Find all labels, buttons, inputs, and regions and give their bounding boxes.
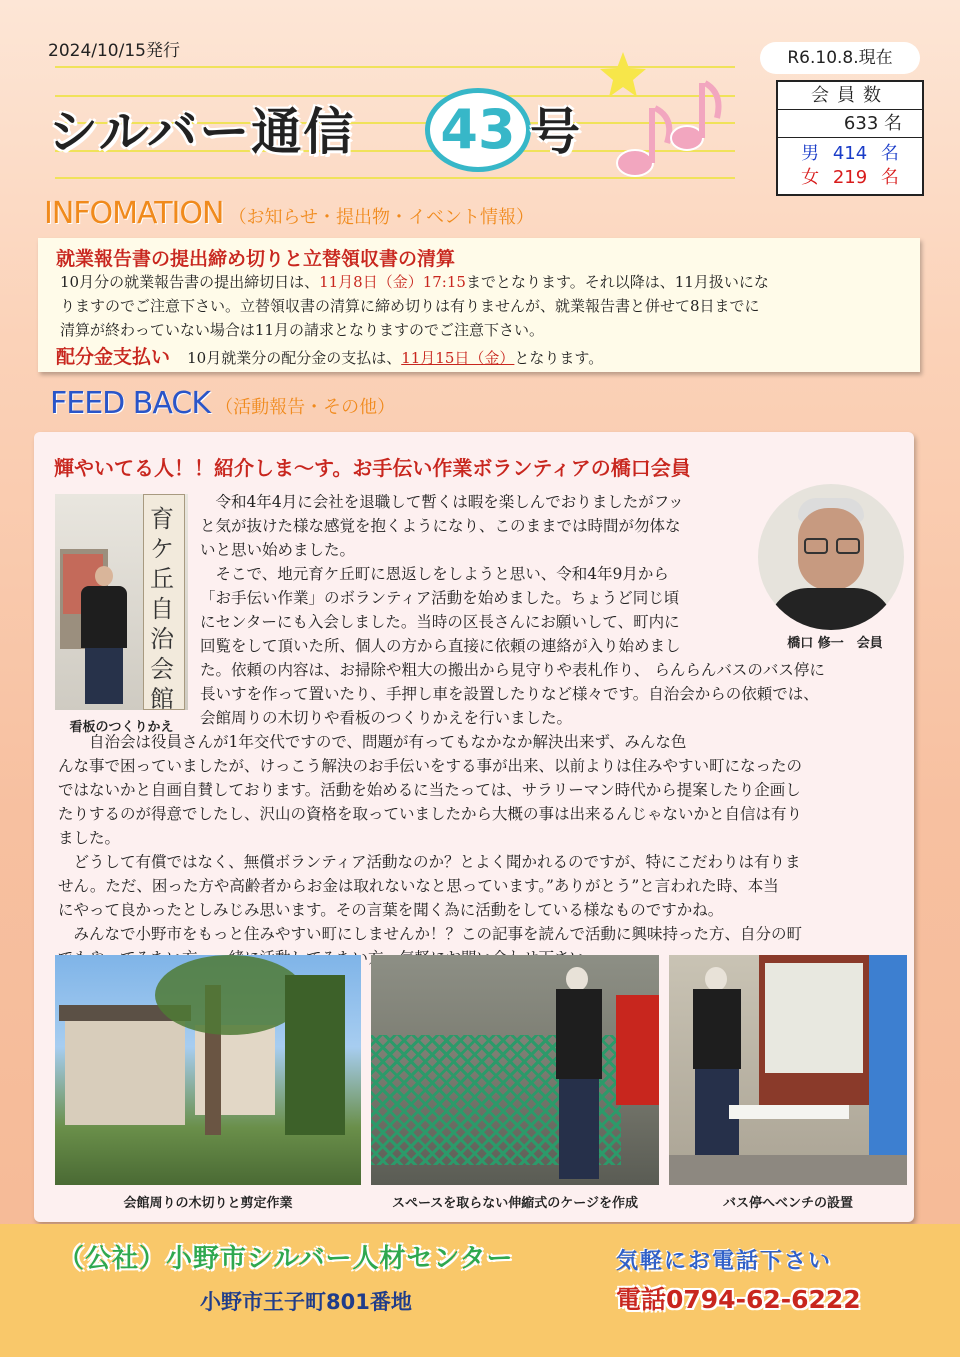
info-item2-text-b: となります。 bbox=[514, 349, 604, 367]
text-line: た。依頼の内容は、お掃除や粗大の搬出から見守りや表札作り、 らんらんバスのバス停に bbox=[200, 661, 825, 679]
text-line: 回覧をして頂いた所、個人の方から直接に依頼の連絡が入り始めまし bbox=[200, 637, 681, 655]
page-title bbox=[48, 92, 355, 162]
text-line: んな事で困っていましたが、けっこう解決のお手伝いをする事が出来、以前よりは住みやすい町になったの bbox=[58, 757, 803, 775]
female-count: 219 bbox=[832, 167, 868, 188]
photo-bus-stop bbox=[669, 955, 907, 1185]
info-item1-line3: 清算が終わっていない場合は11月の請求となりますのでご注意下さい。 bbox=[60, 321, 544, 339]
text-line: 自治会は役員さんが1年交代ですので、問題が有ってもなかなか解決出来ず、みんな色 bbox=[58, 733, 687, 751]
portrait-photo bbox=[758, 484, 904, 630]
music-note-icon bbox=[605, 68, 725, 188]
feedback-heading-sub: （活動報告・その他） bbox=[215, 397, 396, 418]
male-row bbox=[778, 142, 922, 166]
info-item2 bbox=[56, 342, 603, 370]
text-line: にセンターにも入会しました。当時の区長さんにお願いして、町内に bbox=[200, 613, 680, 631]
article-body-mid bbox=[200, 658, 908, 730]
info-item2-title: 配分金支払い bbox=[56, 346, 171, 368]
text-line: 令和4年4月に会社を退職して暫くは暇を楽しんでおりましたがフッ bbox=[200, 493, 684, 511]
photo1-caption: 会館周りの木切りと剪定作業 bbox=[123, 1196, 293, 1211]
member-count-box bbox=[776, 80, 924, 196]
photo2-caption: スペースを取らない伸縮式のケージを作成 bbox=[391, 1196, 639, 1211]
issue-number: 43 bbox=[425, 88, 531, 172]
sign-caption: 看板のつくりかえ bbox=[69, 720, 174, 735]
info-deadline: 11月8日（金）17:15 bbox=[319, 273, 466, 291]
text-line: 「お手伝い作業」のボランティア活動を始めました。ちょうど同じ頃 bbox=[200, 589, 680, 607]
info-item2-text-a: 10月就業分の配分金の支払は、 bbox=[187, 349, 402, 367]
text-line: 長いすを作って置いたり、手押し車を設置したりなど様々です。自治会からの依頼では、 bbox=[200, 685, 819, 703]
title-suffix: 号 bbox=[530, 103, 582, 161]
photo3-caption: バス停へベンチの設置 bbox=[722, 1196, 853, 1211]
info-heading-text: INFOMATION bbox=[44, 196, 224, 231]
footer-tel[interactable]: 電話0794-62-6222 bbox=[616, 1285, 861, 1314]
male-label: 男 bbox=[801, 143, 820, 164]
male-count: 414 bbox=[832, 143, 868, 164]
text-line: みんなで小野市をもっと住みやすい町にしませんか！？この記事を読んで活動に興味持った方、自分の町 bbox=[58, 925, 803, 943]
text-line: ではないかと自画自賛しております。活動を始めるに当たっては、サラリーマン時代から提案したり企画し bbox=[58, 781, 801, 799]
member-label: 会員数 bbox=[778, 82, 922, 110]
member-total: 633 名 bbox=[778, 110, 922, 138]
article-body-narrow bbox=[200, 490, 752, 658]
footer bbox=[0, 1224, 960, 1357]
text-line: にやって良かったとしみじみ思います。その言葉を聞く為に活動をしている様なものですかね。 bbox=[58, 901, 724, 919]
female-row bbox=[778, 166, 922, 190]
photo-tree-cutting bbox=[55, 955, 361, 1185]
female-label: 女 bbox=[801, 167, 820, 188]
footer-org: （公社）小野市シルバー人材センター bbox=[58, 1244, 514, 1274]
info-line1-b: までとなります。それ以降は、11月扱いにな bbox=[465, 273, 769, 291]
text-line: いと思い始めました。 bbox=[200, 541, 356, 559]
info-item1-title: 就業報告書の提出締め切りと立替領収書の清算 bbox=[56, 248, 456, 270]
text-line: せん。ただ、困った方や高齢者からお金は取れないなと思っています。”ありがとう”と言われた時、本当 bbox=[58, 877, 779, 895]
info-item1-line2: りますのでご注意下さい。立替領収書の清算に締め切りは有りませんが、就業報告書と併せて8日までに bbox=[60, 297, 760, 315]
text-line: と気が抜けた様な感覚を抱くようになり、このままでは時間が勿体な bbox=[200, 517, 681, 535]
member-gender bbox=[778, 138, 922, 194]
male-unit: 名 bbox=[880, 143, 899, 164]
footer-address: 小野市王子町801番地 bbox=[200, 1290, 412, 1314]
text-line: どうして有償ではなく、無償ボランティア活動なのか？とよく聞かれるのですが、特にこだわりは有りま bbox=[58, 853, 801, 871]
text-line: 会館周りの木切りや看板のつくりかえを行いました。 bbox=[200, 709, 573, 727]
female-unit: 名 bbox=[880, 167, 899, 188]
as-of-date: R6.10.8.現在 bbox=[760, 42, 920, 74]
sign-board-text: 育ケ丘自治会館 bbox=[150, 505, 174, 710]
text-line: そこで、地元育ケ丘町に恩返しをしようと思い、令和4年9月から bbox=[200, 565, 669, 583]
info-heading-sub: （お知らせ・提出物・イベント情報） bbox=[228, 207, 535, 228]
text-line: ました。 bbox=[58, 829, 121, 847]
feedback-heading-text: FEED BACK bbox=[50, 386, 210, 421]
info-item1-line1 bbox=[60, 270, 920, 294]
photo-cage bbox=[371, 955, 659, 1185]
article-title: 輝やいてる人！！紹介しま～す。お手伝い作業ボランティアの橋口会員 bbox=[54, 456, 691, 480]
info-heading bbox=[44, 196, 534, 231]
footer-call-text: 気軽にお電話下さい bbox=[616, 1249, 833, 1274]
sign-photo bbox=[55, 494, 188, 710]
article-body-full bbox=[58, 730, 908, 970]
info-payment-date: 11月15日（金） bbox=[401, 349, 515, 367]
info-box bbox=[38, 238, 920, 372]
publish-date: 2024/10/15発行 bbox=[48, 41, 180, 61]
portrait-caption: 橋口 修一 会員 bbox=[787, 636, 883, 651]
info-line1-a: 10月分の就業報告書の提出締切日は、 bbox=[60, 273, 320, 291]
feedback-heading bbox=[50, 386, 395, 421]
title-prefix: シルバー通信 bbox=[48, 103, 356, 161]
text-line: たりするのが得意でしたし、沢山の資格を取っていましたから大概の事は出来るんじゃないかと自信は有り bbox=[58, 805, 803, 823]
